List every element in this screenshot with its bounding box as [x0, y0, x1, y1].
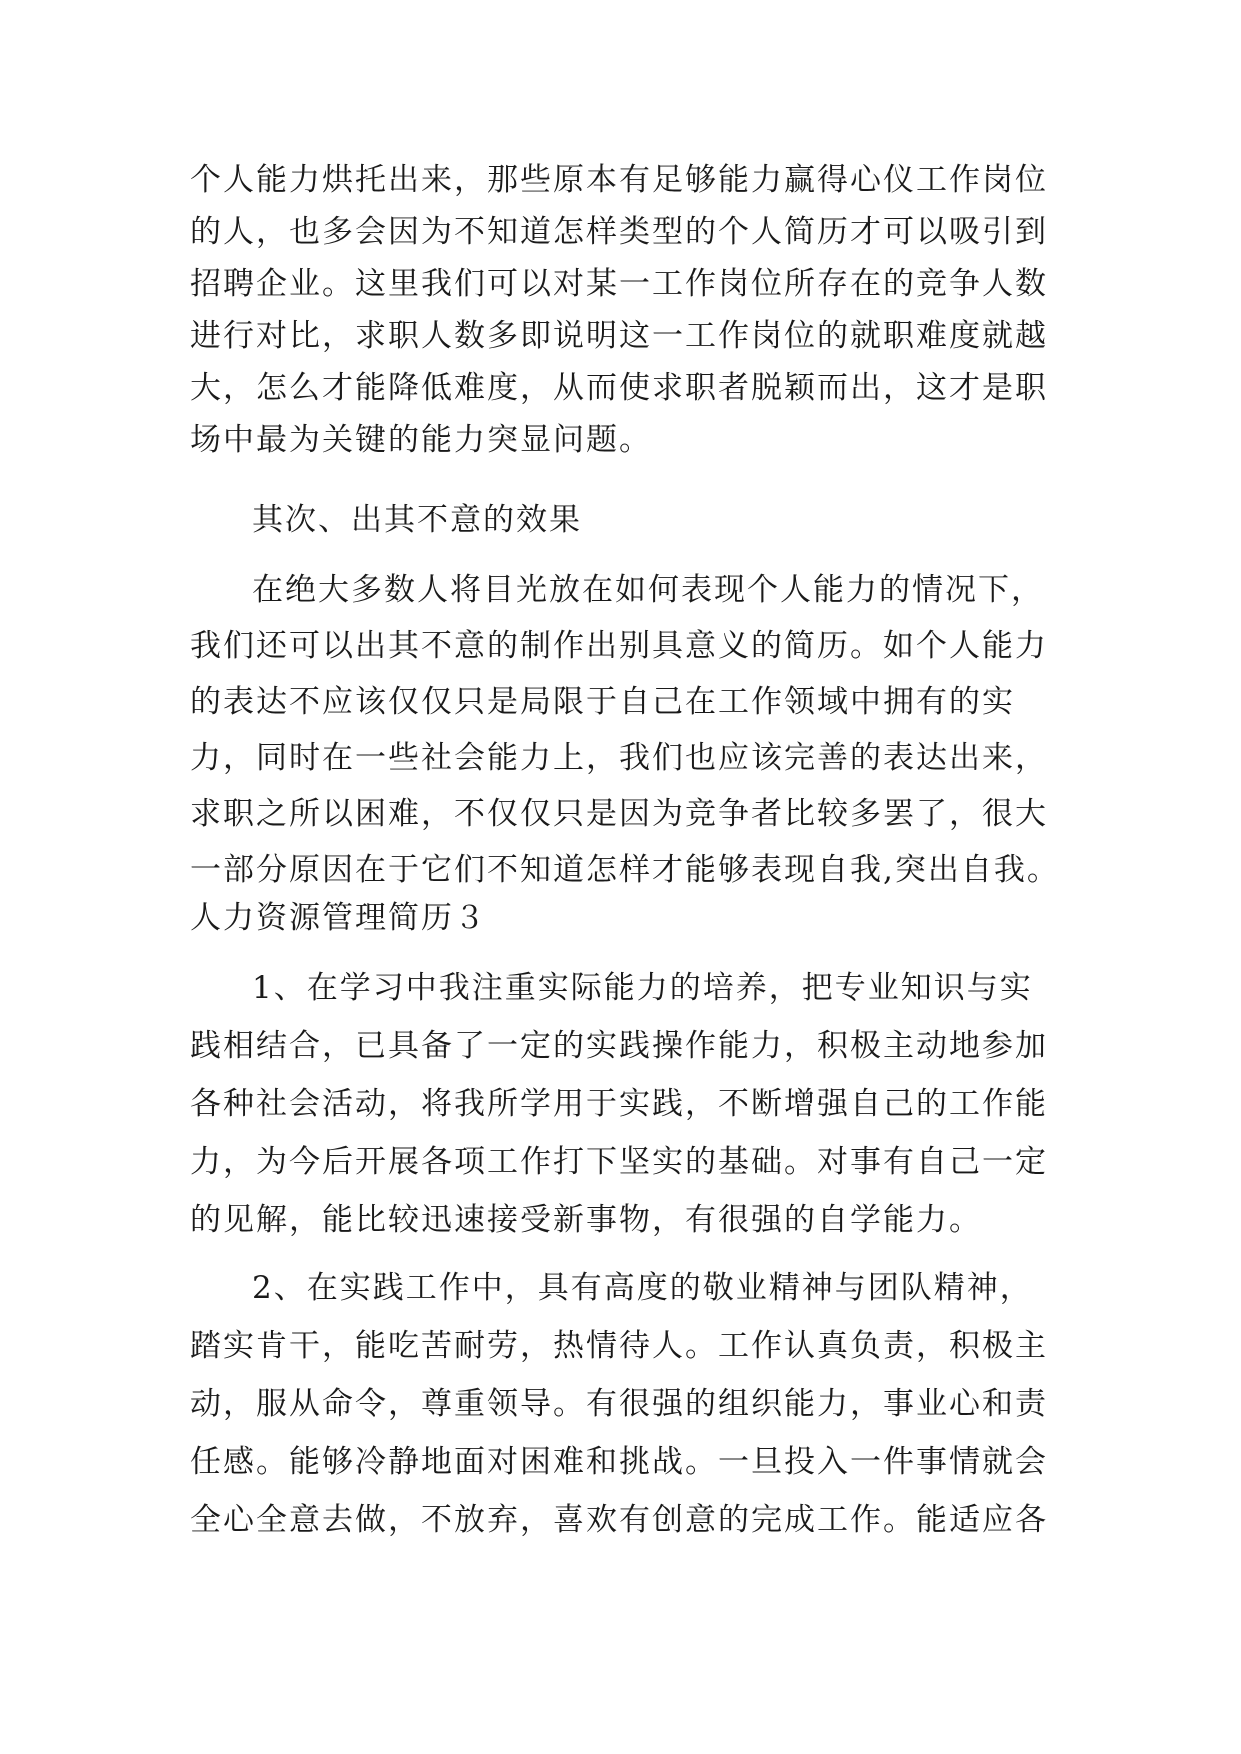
section-heading: 其次、出其不意的效果 — [252, 502, 582, 538]
text-line: 践相结合，已具备了一定的实践操作能力，积极主动地参加 — [190, 1028, 1048, 1064]
text-line: 求职之所以困难，不仅仅只是因为竞争者比较多罢了，很大 — [190, 796, 1048, 832]
text-line: 一部分原因在于它们不知道怎样才能够表现自我,突出自我。 — [190, 852, 1060, 888]
text-line: 各种社会活动，将我所学用于实践，不断增强自己的工作能 — [190, 1086, 1048, 1122]
text-line: 大，怎么才能降低难度，从而使求职者脱颖而出，这才是职 — [190, 370, 1048, 406]
text-line: 踏实肯干，能吃苦耐劳，热情待人。工作认真负责，积极主 — [190, 1328, 1048, 1364]
text-line: 场中最为关键的能力突显问题。 — [190, 422, 652, 458]
text-line: 个人能力烘托出来，那些原本有足够能力赢得心仪工作岗位 — [190, 162, 1048, 198]
text-line: 的见解，能比较迅速接受新事物，有很强的自学能力。 — [190, 1202, 982, 1238]
text-line: 招聘企业。这里我们可以对某一工作岗位所存在的竞争人数 — [190, 266, 1048, 302]
text-line: 任感。能够冷静地面对困难和挑战。一旦投入一件事情就会 — [190, 1444, 1048, 1480]
text-line: 进行对比，求职人数多即说明这一工作岗位的就职难度就越 — [190, 318, 1048, 354]
text-line: 力，同时在一些社会能力上，我们也应该完善的表达出来， — [190, 740, 1048, 776]
text-line: 在绝大多数人将目光放在如何表现个人能力的情况下， — [252, 572, 1044, 608]
text-line: 力，为今后开展各项工作打下坚实的基础。对事有自己一定 — [190, 1144, 1048, 1180]
text-line: 2、在实践工作中，具有高度的敬业精神与团队精神， — [252, 1270, 1033, 1306]
text-line: 全心全意去做，不放弃，喜欢有创意的完成工作。能适应各 — [190, 1502, 1048, 1538]
text-line: 我们还可以出其不意的制作出别具意义的简历。如个人能力 — [190, 628, 1048, 664]
text-line: 的人，也多会因为不知道怎样类型的个人简历才可以吸引到 — [190, 214, 1048, 250]
text-line: 的表达不应该仅仅只是局限于自己在工作领域中拥有的实 — [190, 684, 1015, 720]
text-line: 动，服从命令，尊重领导。有很强的组织能力，事业心和责 — [190, 1386, 1048, 1422]
document-title: 人力资源管理简历３ — [190, 900, 487, 936]
text-line: 1、在学习中我注重实际能力的培养，把专业知识与实 — [252, 970, 1033, 1006]
